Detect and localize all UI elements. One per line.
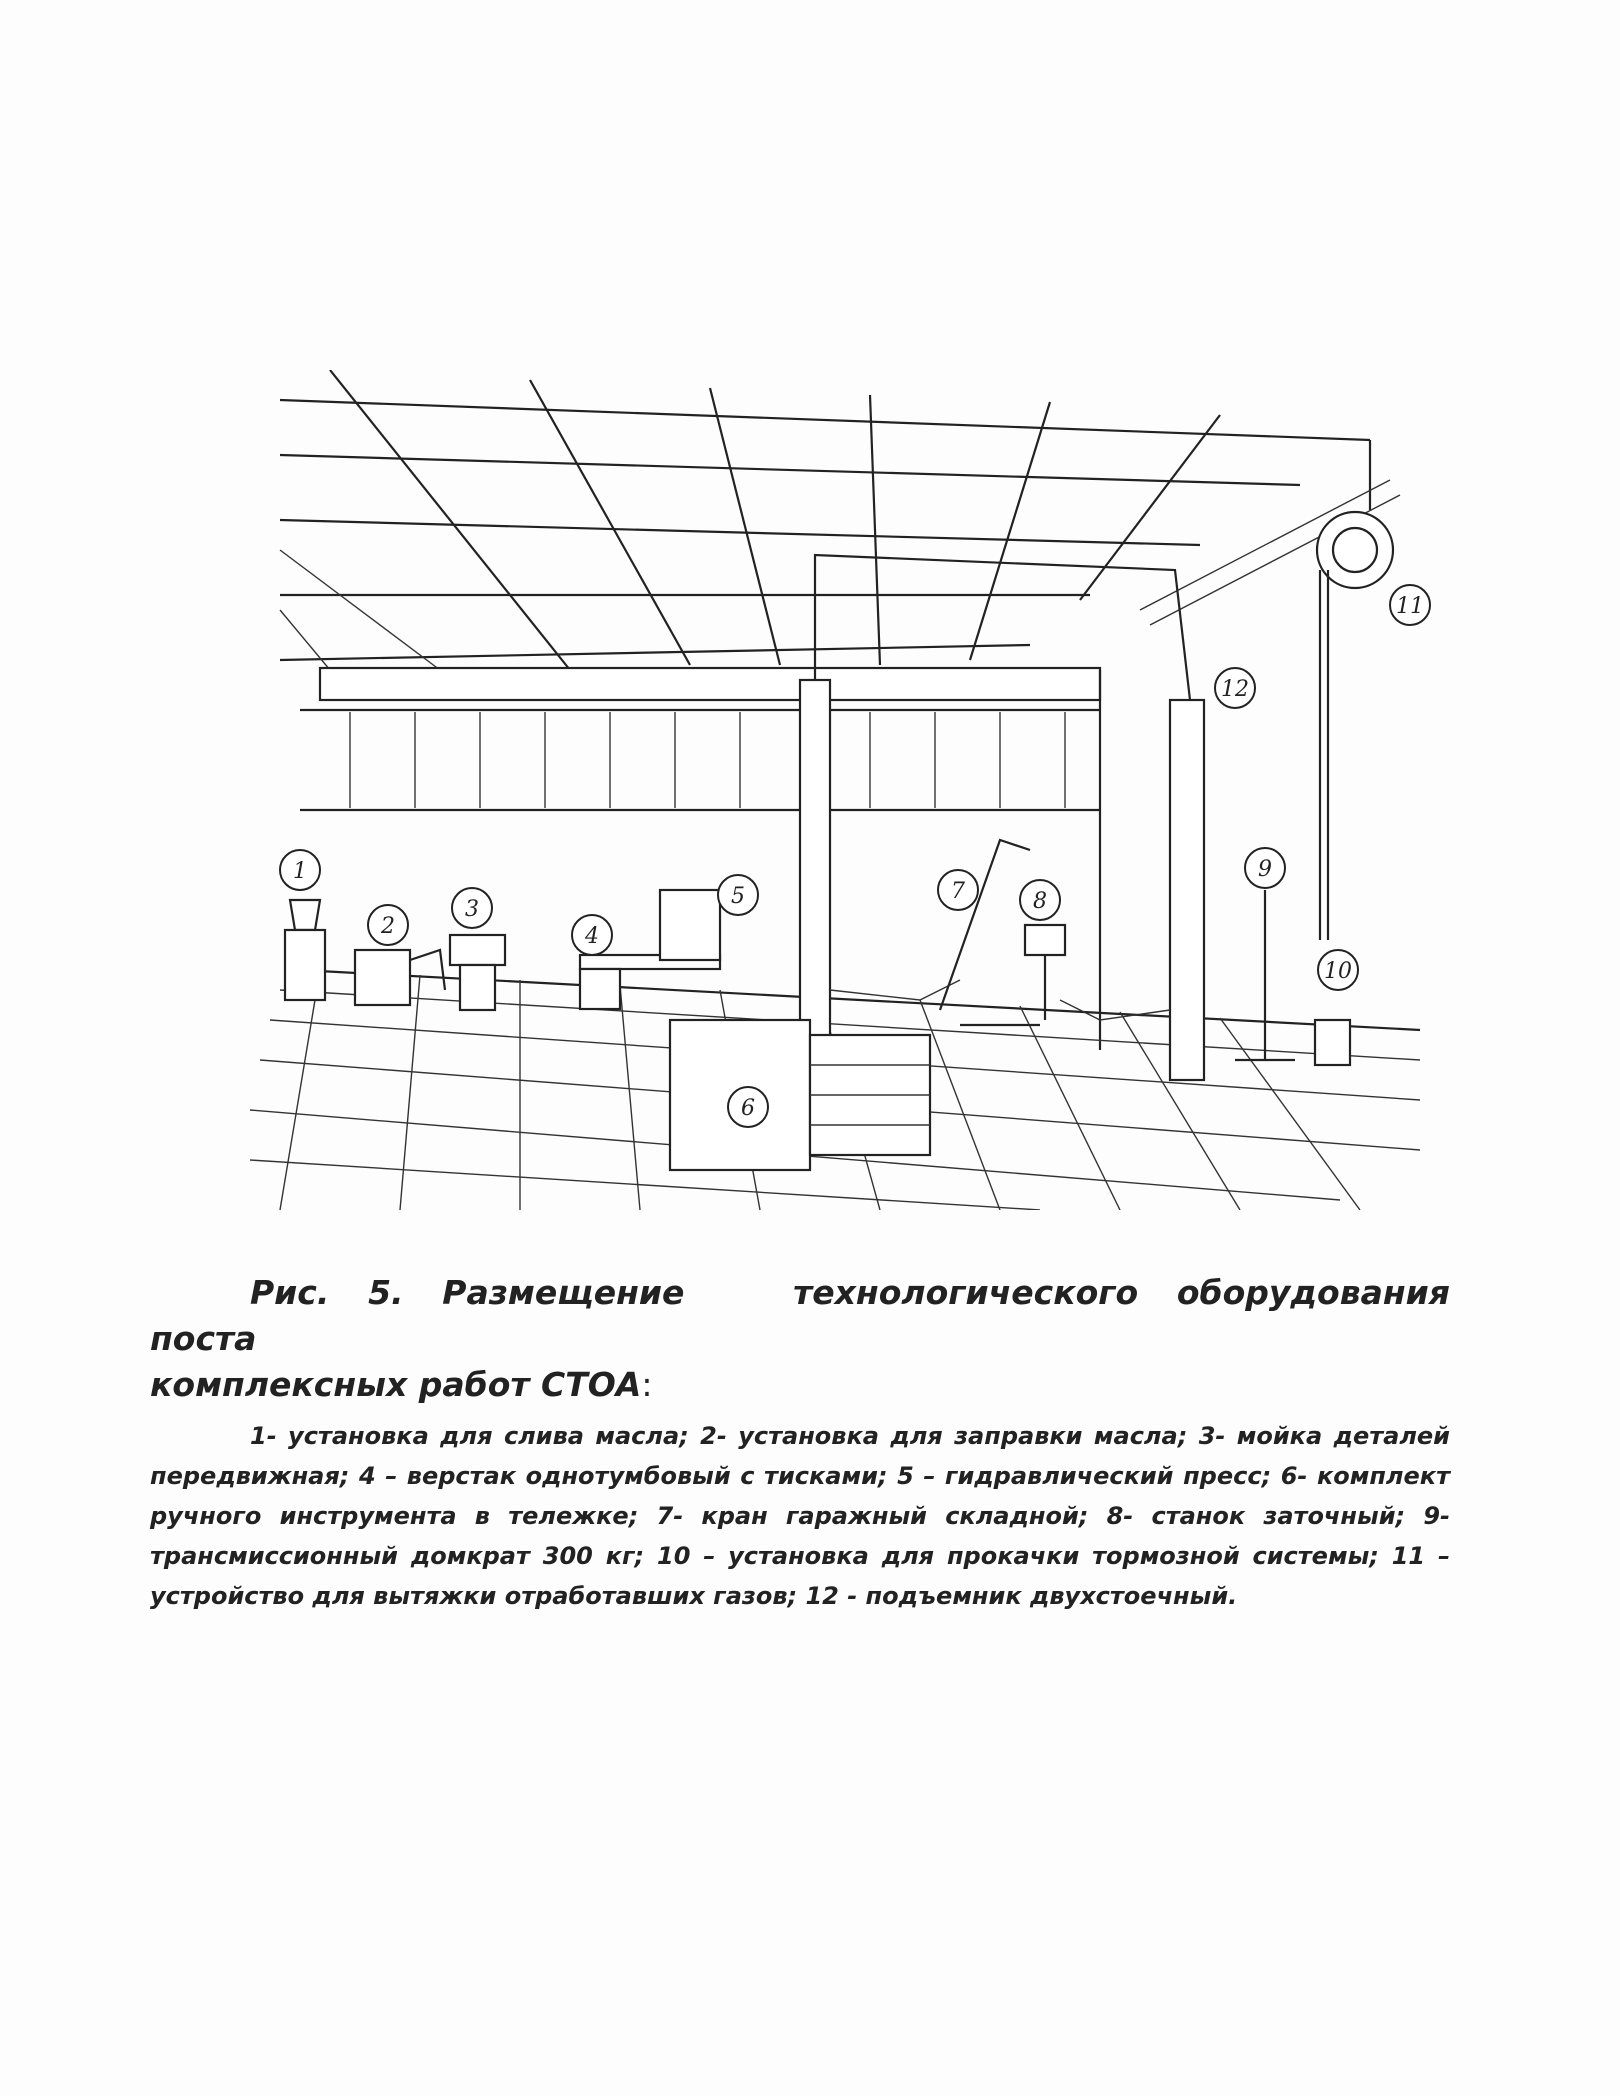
marker-4	[572, 915, 612, 955]
ceiling-grid	[280, 370, 1400, 670]
marker-5	[718, 875, 758, 915]
svg-text:4: 4	[585, 924, 599, 949]
marker-2	[368, 905, 408, 945]
marker-8	[1020, 880, 1060, 920]
svg-text:8: 8	[1033, 889, 1047, 914]
marker-11	[1390, 585, 1430, 625]
marker-6	[728, 1087, 768, 1127]
caption-title-colon: :	[641, 1365, 653, 1404]
svg-text:2: 2	[381, 914, 395, 939]
figure-caption	[150, 1270, 1450, 1616]
svg-text:11: 11	[1396, 594, 1424, 619]
svg-text:12: 12	[1221, 677, 1249, 702]
svg-text:6: 6	[741, 1096, 755, 1121]
caption-title-part-a: Рис. 5. Размещение	[250, 1273, 685, 1312]
workshop-drawing	[240, 370, 1480, 1210]
svg-text:9: 9	[1258, 857, 1272, 882]
caption-legend	[150, 1416, 1450, 1616]
svg-text:10: 10	[1324, 959, 1352, 984]
svg-text:7: 7	[951, 879, 965, 904]
marker-7	[938, 870, 978, 910]
workshop-illustration	[240, 370, 1480, 1210]
caption-title	[150, 1270, 1450, 1408]
svg-text:5: 5	[731, 884, 745, 909]
exhaust-reel	[1317, 512, 1393, 940]
marker-12	[1215, 668, 1255, 708]
marker-10	[1318, 950, 1358, 990]
svg-text:3: 3	[465, 897, 479, 922]
legend-text: 1- установка для слива масла; 2- установка для заправки масла; 3- мойка деталей передвижная; 4 – верстак однотумбовый с тисками; 5 – гидравлический пресс; 6- комплект ручного инструмента в тележке; 7- кран гаражный складной; 8- станок заточный; 9- трансмиссионный домкрат 300 кг; 10 – установка для прокачки тормозной системы; 11 – устройство для вытяжки отработавших газов; 12 - подъемник двухстоечный.	[150, 1422, 1450, 1610]
marker-1	[280, 850, 320, 890]
legend-indent	[150, 1422, 250, 1450]
marker-3	[452, 888, 492, 928]
svg-text:1: 1	[293, 859, 307, 884]
caption-title-line-2: комплексных работ СТОА	[150, 1365, 642, 1404]
caption-title-part-b: технологического оборудования поста	[150, 1273, 1450, 1358]
marker-9	[1245, 848, 1285, 888]
two-post-lift	[800, 555, 1204, 1080]
